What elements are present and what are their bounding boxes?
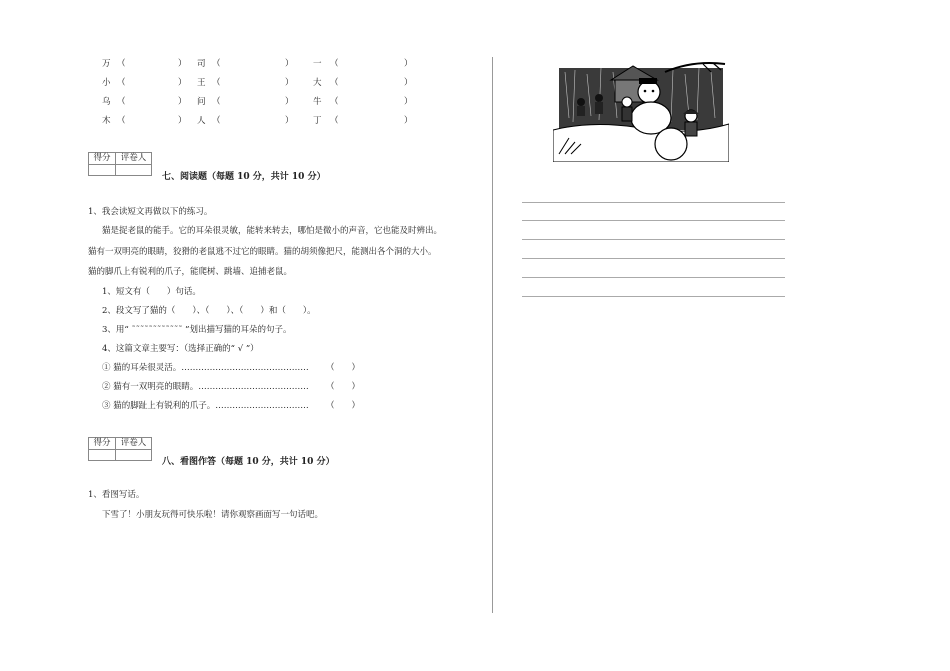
grid-open-bracket[interactable]: （ [330,78,339,88]
question-item-2: 2、段文写了猫的（ ）、（ ）、（ ）和（ ）。 [102,306,316,316]
grid-close-bracket[interactable]: ） [285,116,294,126]
choice-3-text: ③ 猫的脚趾上有锐利的爪子。…………………………… [102,401,309,411]
grid-open-bracket[interactable]: （ [117,59,126,69]
grid-close-bracket[interactable]: ） [178,78,187,88]
writing-line[interactable] [522,220,785,221]
choice-2-bracket: （ ） [326,382,361,392]
grid-character: 司 [197,59,206,69]
section8-prompt: 下雪了！小朋友玩得可快乐啦！请你观察画面写一句话吧。 [102,510,324,520]
grader-label: 评卷人 [120,153,147,163]
grid-open-bracket[interactable]: （ [117,97,126,107]
grid-character: 王 [197,78,206,88]
question-item-1: 1、短文有（ ）句话。 [102,287,201,297]
grid-character: 大 [313,78,322,88]
grid-open-bracket[interactable]: （ [117,116,126,126]
column-divider [492,57,493,613]
grid-character: 万 [102,59,111,69]
score-label: 得分 [89,153,116,164]
grid-character: 人 [197,116,206,126]
grid-open-bracket[interactable]: （ [212,116,221,126]
grid-open-bracket[interactable]: （ [212,59,221,69]
grid-close-bracket[interactable]: ） [404,116,413,126]
grid-close-bracket[interactable]: ） [178,116,187,126]
writing-line[interactable] [522,277,785,278]
grid-open-bracket[interactable]: （ [330,116,339,126]
grid-close-bracket[interactable]: ） [178,59,187,69]
grid-close-bracket[interactable]: ） [285,97,294,107]
grid-character: 丁 [313,116,322,126]
question-item-3: 3、用“ ˜˜˜˜˜˜˜˜˜˜˜˜ ”划出描写猫的耳朵的句子。 [102,325,292,335]
snowman-illustration [553,58,729,162]
grid-close-bracket[interactable]: ） [285,59,294,69]
grid-open-bracket[interactable]: （ [330,97,339,107]
score-label: 得分 [89,438,116,449]
passage-line-2: 猫有一双明亮的眼睛，狡猾的老鼠逃不过它的眼睛。猫的胡须像把尺，能测出各个洞的大小。 [88,247,437,257]
grid-open-bracket[interactable]: （ [117,78,126,88]
grid-character: 木 [102,116,111,126]
choice-3-bracket: （ ） [326,401,361,411]
question-item-4: 4、这篇文章主要写：（选择正确的“ √ ”） [102,344,259,354]
section8-title: 八、看图作答（每题 10 分，共计 10 分） [162,457,335,467]
grid-close-bracket[interactable]: ） [285,78,294,88]
grid-character: 问 [197,97,206,107]
grid-character: 牛 [313,97,322,107]
passage-line-1: 猫是捉老鼠的能手。它的耳朵很灵敏，能转来转去，哪怕是微小的声音，它也能及时辨出。 [102,226,443,236]
grid-open-bracket[interactable]: （ [330,59,339,69]
passage-line-3: 猫的脚爪上有锐利的爪子，能爬树、跳墙、追捕老鼠。 [88,267,293,277]
writing-line[interactable] [522,202,785,203]
writing-line[interactable] [522,258,785,259]
grid-close-bracket[interactable]: ） [404,97,413,107]
grid-character: 一 [313,59,322,69]
choice-1-bracket: （ ） [326,363,361,373]
grid-close-bracket[interactable]: ） [404,59,413,69]
writing-line[interactable] [522,239,785,240]
grid-character: 乌 [102,97,111,107]
section7-title: 七、阅读题（每题 10 分，共计 10 分） [162,172,326,182]
grid-character: 小 [102,78,111,88]
grid-close-bracket[interactable]: ） [404,78,413,88]
choice-1-text: ① 猫的耳朵很灵活。……………………………………… [102,363,309,373]
score-box-section8 [88,437,152,461]
grid-close-bracket[interactable]: ） [178,97,187,107]
section7-question-intro: 1、我会读短文再做以下的练习。 [88,207,213,217]
section8-question-intro: 1、看图写话。 [88,490,145,500]
writing-line[interactable] [522,296,785,297]
grader-label: 评卷人 [120,438,147,448]
score-box-section7 [88,152,152,176]
choice-2-text: ② 猫有一双明亮的眼睛。………………………………… [102,382,309,392]
grid-open-bracket[interactable]: （ [212,78,221,88]
grid-open-bracket[interactable]: （ [212,97,221,107]
